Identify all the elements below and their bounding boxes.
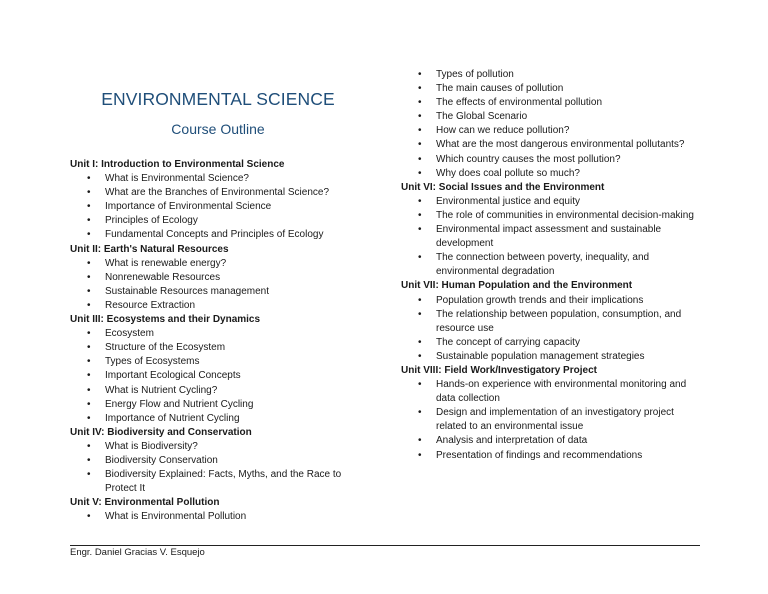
list-item: • Analysis and interpretation of data [401,434,701,448]
list-item: • What is renewable energy? [70,257,370,271]
topic-list [401,294,701,364]
list-item: • What is Environmental Science? [70,172,370,186]
list-item: • Biodiversity Conservation [70,454,370,468]
topic-list [70,440,370,496]
list-item: • Importance of Nutrient Cycling [70,412,370,426]
list-item: • Important Ecological Concepts [70,369,370,383]
list-item: • Design and implementation of an investigatory project related to an environmental issue [401,406,701,434]
topic-list [401,378,701,463]
list-item: • What is Biodiversity? [70,440,370,454]
unit-heading: Unit II: Earth's Natural Resources [70,243,229,255]
list-item: • Environmental impact assessment and sustainable development [401,223,701,251]
list-item: • Population growth trends and their implications [401,294,701,308]
footer-author: Engr. Daniel Gracias V. Esquejo [70,547,205,558]
list-item: • What are the most dangerous environmental pollutants? [401,138,701,152]
list-item: • Resource Extraction [70,299,370,313]
list-item: • Sustainable population management strategies [401,350,701,364]
unit-heading: Unit VI: Social Issues and the Environment [401,181,605,193]
list-item: • Energy Flow and Nutrient Cycling [70,398,370,412]
list-item: • The connection between poverty, inequality, and environmental degradation [401,251,701,279]
list-item: • The Global Scenario [401,110,701,124]
topic-list [70,327,370,426]
left-column [70,158,370,524]
unit-heading: Unit VIII: Field Work/Investigatory Project [401,364,597,376]
list-item: • Which country causes the most pollution? [401,153,701,167]
list-item: • Nonrenewable Resources [70,271,370,285]
topic-list [70,510,370,524]
list-item: • Environmental justice and equity [401,195,701,209]
list-item: • Structure of the Ecosystem [70,341,370,355]
right-column [401,68,701,463]
list-item: • The role of communities in environmental decision-making [401,209,701,223]
list-item: • How can we reduce pollution? [401,124,701,138]
unit-heading: Unit III: Ecosystems and their Dynamics [70,314,261,326]
list-item: • The effects of environmental pollution [401,96,701,110]
list-item: • The main causes of pollution [401,82,701,96]
list-item: • What are the Branches of Environmental Science? [70,186,370,200]
list-item: • The relationship between population, consumption, and resource use [401,308,701,336]
list-item: • Types of Ecosystems [70,355,370,369]
unit-heading: Unit I: Introduction to Environmental Science [70,159,285,170]
list-item: • Sustainable Resources management [70,285,370,299]
list-item: • Presentation of findings and recommendations [401,449,701,463]
list-item: • Principles of Ecology [70,214,370,228]
list-item: • Ecosystem [70,327,370,341]
unit-heading: Unit V: Environmental Pollution [70,497,220,509]
unit-heading: Unit IV: Biodiversity and Conservation [70,426,252,438]
topic-list [401,195,701,280]
list-item: • Biodiversity Explained: Facts, Myths, and the Race to Protect It [70,468,370,496]
list-item: • Importance of Environmental Science [70,200,370,214]
unit-heading: Unit VII: Human Population and the Environment [401,280,633,292]
list-item: • What is Environmental Pollution [70,510,370,524]
list-item: • What is Nutrient Cycling? [70,384,370,398]
page-title: ENVIRONMENTAL SCIENCE [101,89,335,109]
list-item: • Why does coal pollute so much? [401,167,701,181]
unit-v-continued-list [401,68,701,181]
list-item: • Hands-on experience with environmental monitoring and data collection [401,378,701,406]
list-item: • Types of pollution [401,68,701,82]
list-item: • Fundamental Concepts and Principles of Ecology [70,228,370,242]
list-item: • The concept of carrying capacity [401,336,701,350]
footer-divider [70,545,700,546]
topic-list [70,172,370,242]
page-subtitle: Course Outline [171,121,265,137]
topic-list [70,257,370,313]
